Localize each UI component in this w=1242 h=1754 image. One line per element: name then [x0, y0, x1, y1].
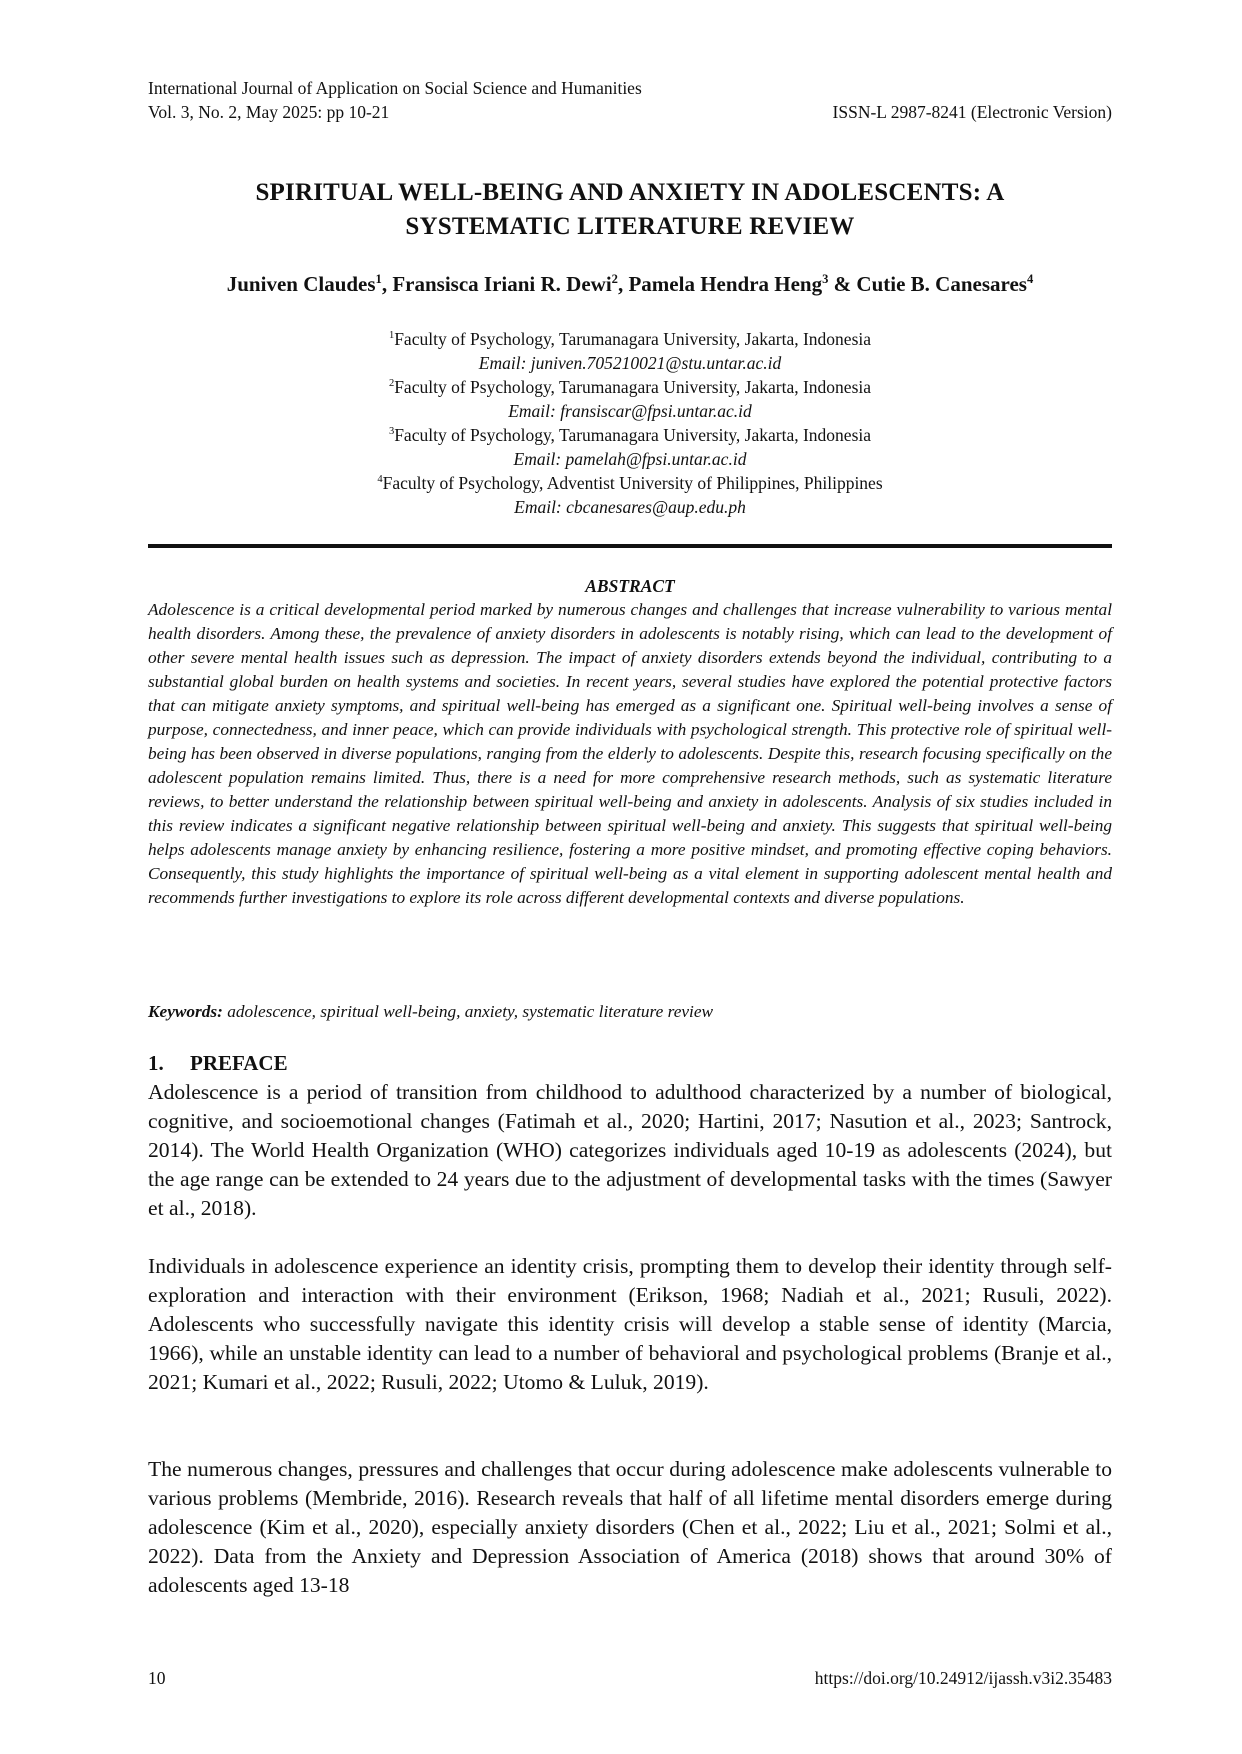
author-name: Juniven Claudes [226, 272, 376, 296]
section-number: 1. [148, 1051, 164, 1075]
section-heading [148, 1050, 1112, 1076]
affiliation-email: Email: cbcanesares@aup.edu.ph [514, 497, 746, 517]
header-divider [148, 544, 1112, 548]
affiliation-sup: 1 [388, 330, 395, 342]
abstract-text: Adolescence is a critical developmental period marked by numerous changes and challenges that increase vulnerability to various mental health disorders. Among these, the prevalence of anxiety disorders in adolescents is notably rising, which can lead to the development of other severe mental health issues such as depression. The impact of anxiety disorders extends beyond the individual, contributing to a substantial global burden on health systems and societies. In recent years, several studies have explored the potential protective factors that can mitigate anxiety symptoms, and spiritual well-being has emerged as a significant one. Spiritual well-being involves a sense of purpose, connectedness, and inner peace, which can provide individuals with psychological strength. This protective role of spiritual well-being has been observed in diverse populations, ranging from the elderly to adolescents. Despite this, research focusing specifically on the adolescent population remains limited. Thus, there is a need for more comprehensive research methods, such as systematic literature reviews, to better understand the relationship between spiritual well-being and anxiety in adolescents. Analysis of six studies included in this review indicates a significant negative relationship between spiritual well-being and anxiety. This suggests that spiritual well-being helps adolescents manage anxiety by enhancing resilience, fostering a more positive mindset, and promoting effective coping behaviors. Consequently, this study highlights the importance of spiritual well-being as a vital element in supporting adolescent mental health and recommends further investigations to explore its role across different developmental contexts and diverse populations. [148, 600, 1112, 907]
affiliation-sup: 2 [388, 378, 395, 390]
affiliation-text: Faculty of Psychology, Tarumanagara University, Jakarta, Indonesia [394, 377, 872, 397]
author-sup: 3 [822, 272, 829, 286]
title-line-2: SYSTEMATIC LITERATURE REVIEW [405, 213, 855, 240]
author-sup: 4 [1026, 272, 1034, 286]
affiliation [148, 471, 1112, 495]
author-name: Fransisca Iriani R. Dewi [392, 272, 612, 296]
affiliation-sup: 3 [388, 426, 395, 438]
author-sep: & [828, 272, 857, 296]
keywords-text: adolescence, spiritual well-being, anxiety, systematic literature review [227, 1002, 714, 1021]
affiliation-text: Faculty of Psychology, Adventist University of Philippines, Philippines [382, 473, 883, 493]
title-line-1: SPIRITUAL WELL-BEING AND ANXIETY IN ADOLESCENTS: A [255, 179, 1005, 206]
affiliation [148, 423, 1112, 447]
affiliation-email: Email: fransiscar@fpsi.untar.ac.id [508, 401, 752, 421]
affiliation-email: Email: juniven.705210021@stu.untar.ac.id [478, 353, 782, 373]
journal-name: International Journal of Application on Social Science and Humanities [148, 78, 642, 98]
author-sep: , [381, 272, 393, 296]
author-sup: 1 [375, 272, 382, 286]
page-number: 10 [148, 1668, 166, 1688]
section-title: PREFACE [190, 1051, 288, 1075]
doi-link[interactable]: https://doi.org/10.24912/ijassh.v3i2.35483 [814, 1668, 1112, 1688]
affiliation-sup: 4 [377, 474, 383, 486]
affiliation-email: Email: pamelah@fpsi.untar.ac.id [513, 449, 747, 469]
running-header [148, 76, 1112, 124]
page-footer [148, 1666, 1112, 1690]
keywords-label: Keywords: [148, 1002, 223, 1021]
issn-info: ISSN-L 2987-8241 (Electronic Version) [832, 102, 1112, 122]
author-sep: , [617, 272, 629, 296]
author-name: Cutie B. Canesares [856, 272, 1027, 296]
abstract-heading: ABSTRACT [585, 576, 675, 596]
affiliation-text: Faculty of Psychology, Tarumanagara University, Jakarta, Indonesia [394, 329, 872, 349]
author-sup: 2 [611, 272, 618, 286]
body-paragraph: Adolescence is a period of transition from childhood to adulthood characterized by a number of biological, cognitive, and socioemotional changes (Fatimah et al., 2020; Hartini, 2017; Nasution et al., 2023; Santrock, 2014). The World Health Organization (WHO) categorizes individuals aged 10-19 as adolescents (2024), but the age range can be extended to 24 years due to the adjustment of developmental tasks with the times (Sawyer et al., 2018). [148, 1080, 1112, 1220]
body-paragraph: The numerous changes, pressures and challenges that occur during adolescence make adolescents vulnerable to various problems (Membride, 2016). Research reveals that half of all lifetime mental disorders emerge during adolescence (Kim et al., 2020), especially anxiety disorders (Chen et al., 2022; Liu et al., 2021; Solmi et al., 2022). Data from the Anxiety and Depression Association of America (2018) shows that around 30% of adolescents aged 13-18 [148, 1457, 1112, 1597]
author-list [148, 270, 1112, 298]
body-paragraph: Individuals in adolescence experience an identity crisis, prompting them to develop their identity through self-exploration and interaction with their environment (Erikson, 1968; Nadiah et al., 2021; Rusuli, 2022). Adolescents who successfully navigate this identity crisis will develop a stable sense of identity (Marcia, 1966), while an unstable identity can lead to a number of behavioral and psychological problems (Branje et al., 2021; Kumari et al., 2022; Rusuli, 2022; Utomo & Luluk, 2019). [148, 1254, 1112, 1394]
affiliation [148, 327, 1112, 351]
keywords [148, 1000, 1112, 1024]
affiliation-text: Faculty of Psychology, Tarumanagara University, Jakarta, Indonesia [394, 425, 872, 445]
volume-info: Vol. 3, No. 2, May 2025: pp 10-21 [148, 102, 390, 122]
affiliations [148, 327, 1112, 519]
author-name: Pamela Hendra Heng [628, 272, 823, 296]
paper-title [148, 176, 1112, 244]
affiliation [148, 375, 1112, 399]
